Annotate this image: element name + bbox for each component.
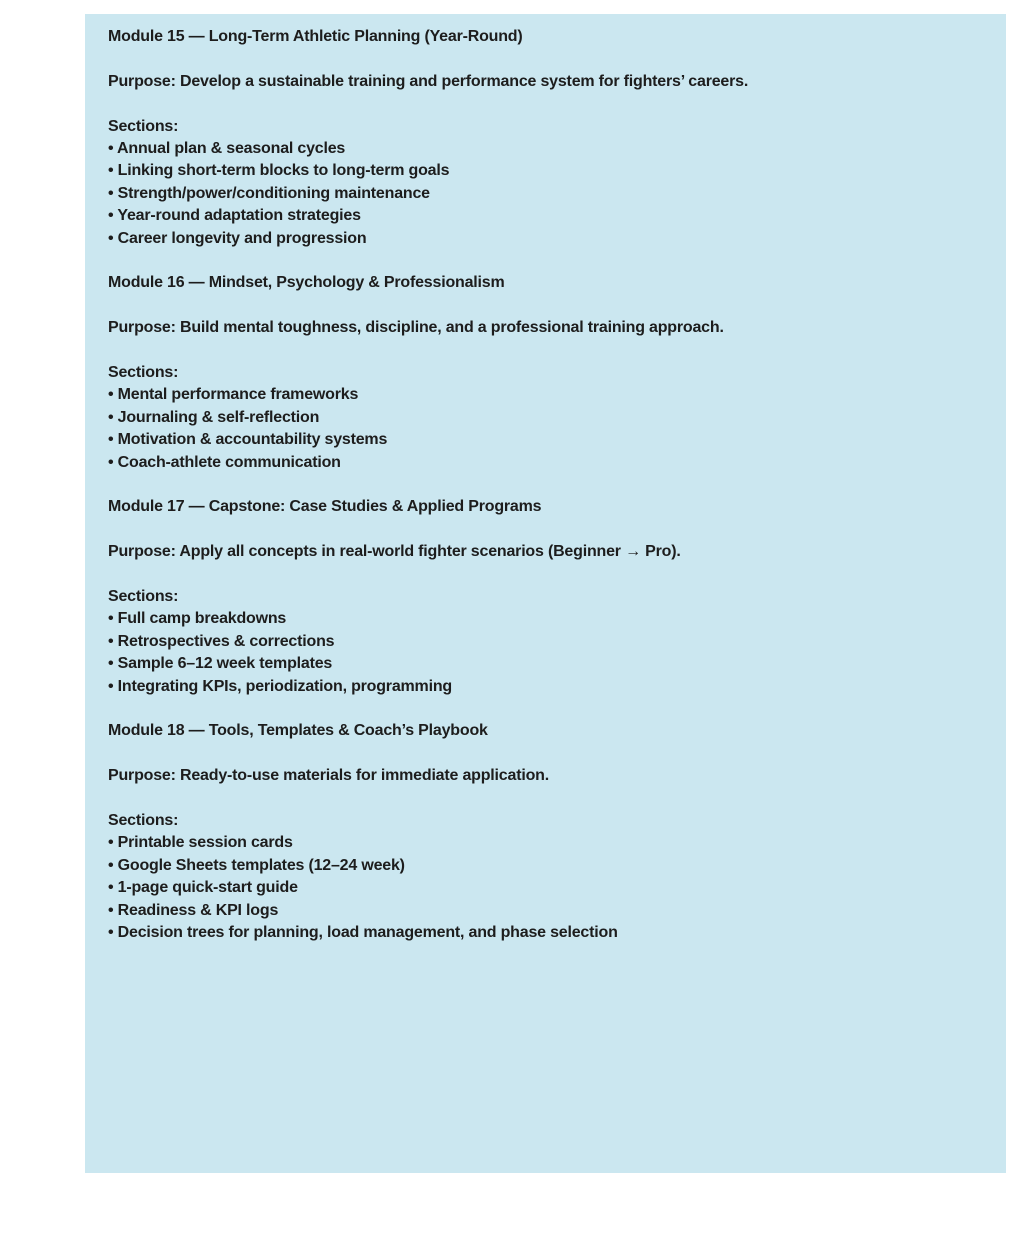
module-block: [108, 26, 982, 250]
section-item: • Career longevity and progression: [108, 229, 367, 247]
sections-label: Sections:: [108, 812, 179, 830]
section-item: • Year-round adaptation strategies: [108, 207, 361, 225]
section-item: • Coach-athlete communication: [108, 453, 341, 471]
module-purpose: Purpose: Develop a sustainable training and performance system for fighters’ careers.: [108, 72, 749, 90]
section-item: • Printable session cards: [108, 834, 293, 852]
module-block: [108, 720, 982, 944]
module-title: Module 17 — Capstone: Case Studies & Applied Programs: [108, 498, 542, 516]
course-outline-panel: [85, 14, 1006, 1173]
module-title: Module 15 — Long-Term Athletic Planning (Year-Round): [108, 28, 523, 45]
section-item: • Sample 6–12 week templates: [108, 655, 333, 673]
module-block: [108, 496, 982, 698]
section-item: • 1-page quick-start guide: [108, 879, 298, 897]
module-purpose: Purpose: Ready-to-use materials for immediate application.: [108, 767, 549, 785]
section-item: • Annual plan & seasonal cycles: [108, 140, 346, 157]
sections-label: Sections:: [108, 364, 179, 382]
section-item: • Google Sheets templates (12–24 week): [108, 856, 405, 874]
section-item: • Journaling & self-reflection: [108, 408, 320, 426]
module-block: [108, 272, 982, 474]
modules-container: [108, 26, 982, 944]
sections-list: [108, 832, 982, 944]
sections-list: [108, 384, 982, 474]
module-purpose: Purpose: Build mental toughness, discipline, and a professional training approach.: [108, 319, 724, 337]
sections-list: [108, 608, 982, 698]
module-title: Module 16 — Mindset, Psychology & Professionalism: [108, 274, 505, 292]
section-item: • Motivation & accountability systems: [108, 431, 388, 449]
section-item: • Readiness & KPI logs: [108, 901, 279, 919]
section-item: • Integrating KPIs, periodization, programming: [108, 677, 452, 695]
module-title: Module 18 — Tools, Templates & Coach’s Playbook: [108, 722, 488, 740]
section-item: • Decision trees for planning, load management, and phase selection: [108, 924, 618, 942]
section-item: • Full camp breakdowns: [108, 610, 287, 628]
sections-label: Sections:: [108, 117, 179, 135]
module-purpose: Purpose: Apply all concepts in real-world fighter scenarios (Beginner → Pro).: [108, 543, 681, 561]
sections-list: [108, 138, 982, 250]
section-item: • Strength/power/conditioning maintenance: [108, 184, 430, 202]
section-item: • Mental performance frameworks: [108, 386, 359, 404]
sections-label: Sections:: [108, 588, 179, 606]
section-item: • Linking short-term blocks to long-term goals: [108, 162, 450, 180]
section-item: • Retrospectives & corrections: [108, 632, 335, 650]
